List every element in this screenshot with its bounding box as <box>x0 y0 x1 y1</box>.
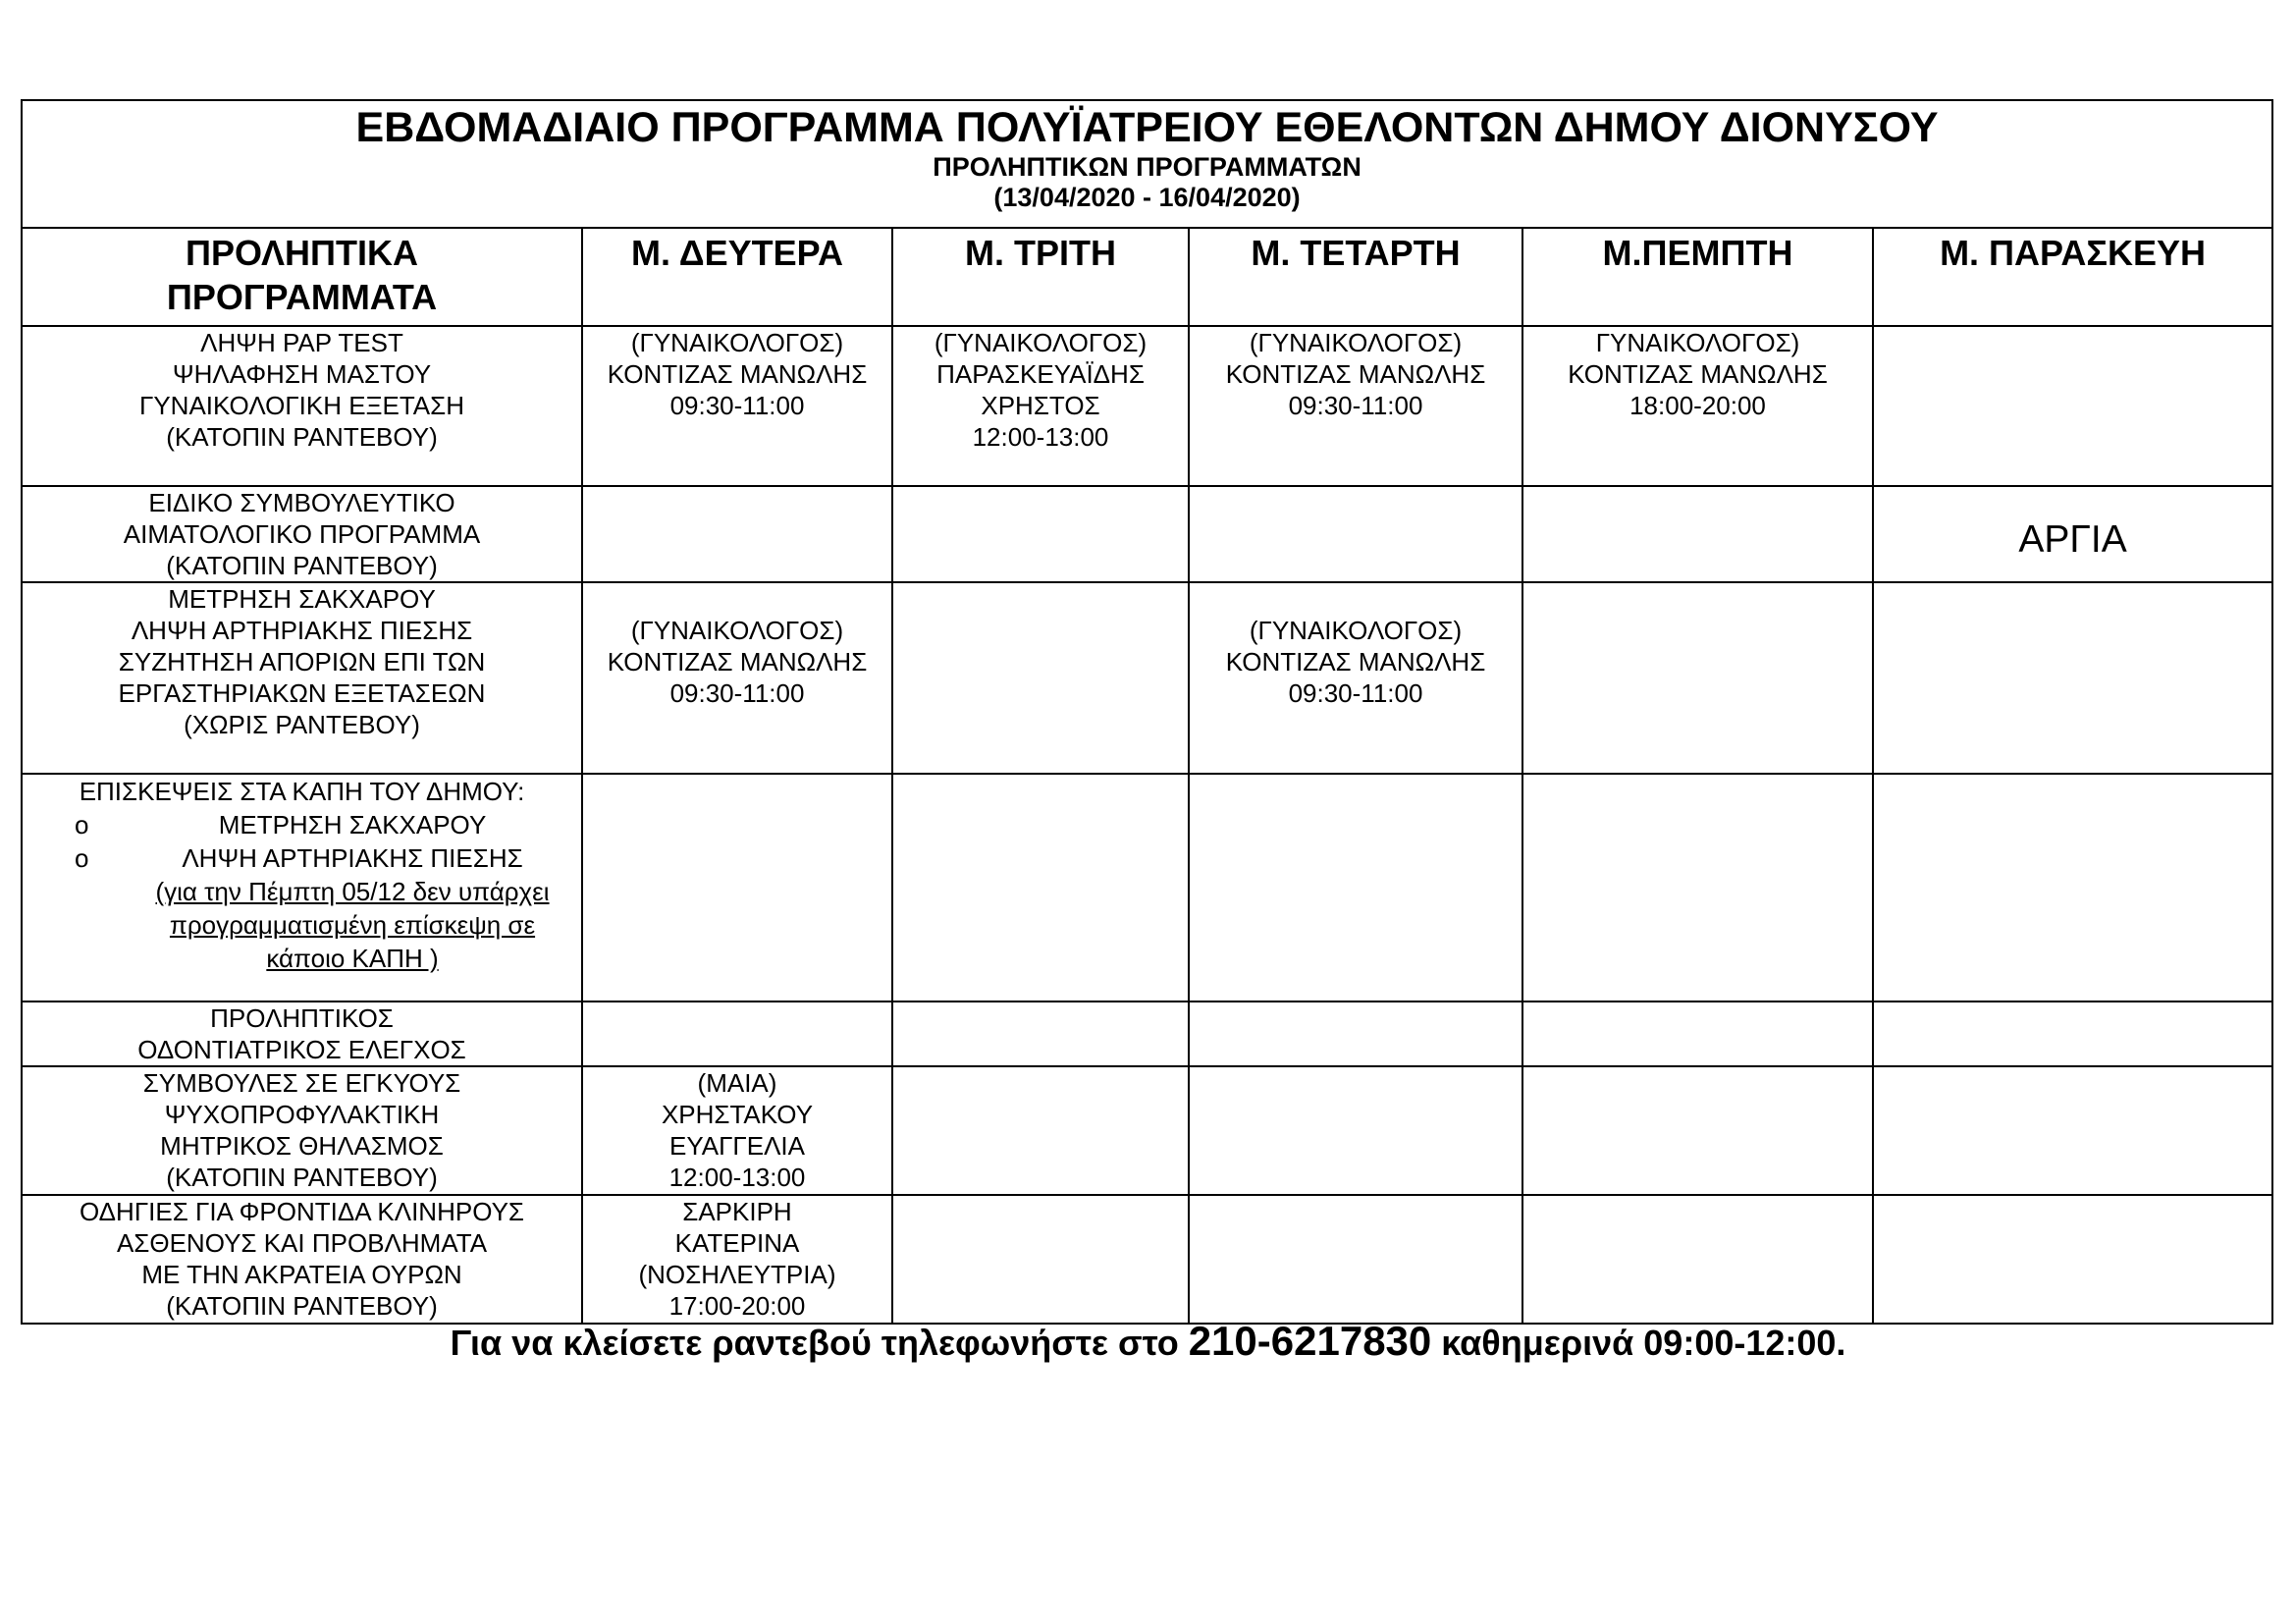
day-cell-wednesday <box>1189 1001 1522 1066</box>
list-item-label: ΛΗΨΗ ΑΡΤΗΡΙΑΚΗΣ ΠΙΕΣΗΣ <box>182 843 523 873</box>
table-row <box>22 1066 2272 1195</box>
schedule-subtitle: ΠΡΟΛΗΠΤΙΚΩΝ ΠΡΟΓΡΑΜΜΑΤΩΝ <box>933 152 1362 182</box>
day-cell-monday <box>582 1001 892 1066</box>
day-cell-wednesday <box>1189 1195 1522 1324</box>
program-cell: ΠΡΟΛΗΠΤΙΚΟΣ ΟΔΟΝΤΙΑΤΡΙΚΟΣ ΕΛΕΓΧΟΣ <box>22 1001 582 1066</box>
day-cell-wednesday: (ΓΥΝΑΙΚΟΛΟΓΟΣ) ΚΟΝΤΙΖΑΣ ΜΑΝΩΛΗΣ 09:30-11:00 <box>1189 326 1522 486</box>
day-cell-tuesday <box>892 486 1189 582</box>
header-friday: Μ. ΠΑΡΑΣΚΕΥΗ <box>1873 228 2272 326</box>
day-cell-friday <box>1873 774 2272 1001</box>
program-cell: ΜΕΤΡΗΣΗ ΣΑΚΧΑΡΟΥ ΛΗΨΗ ΑΡΤΗΡΙΑΚΗΣ ΠΙΕΣΗΣ ΣΥΖΗΤΗΣΗ ΑΠΟΡΙΩΝ ΕΠΙ ΤΩΝ ΕΡΓΑΣΤΗΡΙΑΚΩΝ ΕΞΕΤΑΣΕΩΝ (ΧΩΡΙΣ ΡΑΝΤΕΒΟΥ) <box>22 582 582 774</box>
program-cell: ΛΗΨΗ PAP TEST ΨΗΛΑΦΗΣΗ ΜΑΣΤΟΥ ΓΥΝΑΙΚΟΛΟΓΙΚΗ ΕΞΕΤΑΣΗ (ΚΑΤΟΠΙΝ ΡΑΝΤΕΒΟΥ) <box>22 326 582 486</box>
program-cell-kapi-visits <box>22 774 582 1001</box>
day-cell-tuesday <box>892 1195 1189 1324</box>
day-cell-tuesday <box>892 1001 1189 1066</box>
schedule-date-range: (13/04/2020 - 16/04/2020) <box>993 183 1301 212</box>
day-cell-monday: ΣΑΡΚΙΡΗ ΚΑΤΕΡΙΝΑ (ΝΟΣΗΛΕΥΤΡΙΑ) 17:00-20:00 <box>582 1195 892 1324</box>
program-cell: ΟΔΗΓΙΕΣ ΓΙΑ ΦΡΟΝΤΙΔΑ ΚΛΙΝΗΡΟΥΣ ΑΣΘΕΝΟΥΣ ΚΑΙ ΠΡΟΒΛΗΜΑΤΑ ΜΕ ΤΗΝ ΑΚΡΑΤΕΙΑ ΟΥΡΩΝ (ΚΑΤΟΠΙΝ ΡΑΝΤΕΒΟΥ) <box>22 1195 582 1324</box>
day-cell-thursday <box>1522 582 1873 774</box>
circle-bullet-icon: o <box>75 810 89 839</box>
header-thursday: Μ.ΠΕΜΠΤΗ <box>1522 228 1873 326</box>
day-cell-thursday: ΓΥΝΑΙΚΟΛΟΓΟΣ) ΚΟΝΤΙΖΑΣ ΜΑΝΩΛΗΣ 18:00-20:00 <box>1522 326 1873 486</box>
table-row <box>22 326 2272 486</box>
day-cell-monday <box>582 486 892 582</box>
day-cell-monday <box>582 774 892 1001</box>
phone-number: 210-6217830 <box>1188 1318 1432 1364</box>
day-cell-thursday <box>1522 486 1873 582</box>
schedule-title-block <box>22 100 2272 228</box>
day-cell-thursday <box>1522 774 1873 1001</box>
appointment-footer <box>0 1318 2296 1367</box>
day-cell-thursday <box>1522 1195 1873 1324</box>
list-item-label: ΜΕΤΡΗΣΗ ΣΑΚΧΑΡΟΥ <box>218 810 487 839</box>
day-cell-wednesday: (ΓΥΝΑΙΚΟΛΟΓΟΣ) ΚΟΝΤΙΖΑΣ ΜΑΝΩΛΗΣ 09:30-11:00 <box>1189 582 1522 774</box>
day-cell-tuesday <box>892 582 1189 774</box>
kapi-visits-intro: ΕΠΙΣΚΕΨΕΙΣ ΣΤΑ ΚΑΠΗ ΤΟΥ ΔΗΜΟΥ: <box>79 777 525 806</box>
table-row <box>22 1001 2272 1066</box>
day-cell-friday <box>1873 582 2272 774</box>
footer-text-before: Για να κλείσετε ραντεβού τηλεφωνήστε στο <box>450 1323 1189 1363</box>
day-cell-thursday <box>1522 1066 1873 1195</box>
header-programs: ΠΡΟΛΗΠΤΙΚΑ ΠΡΟΓΡΑΜΜΑΤΑ <box>22 228 582 326</box>
day-cell-thursday <box>1522 1001 1873 1066</box>
day-cell-friday <box>1873 486 2272 582</box>
day-cell-tuesday <box>892 774 1189 1001</box>
kapi-visits-note: (για την Πέμπτη 05/12 δεν υπάρχει προγραμματισμένη επίσκεψη σε κάποιο ΚΑΠΗ ) <box>155 877 550 973</box>
day-cell-friday <box>1873 1195 2272 1324</box>
list-item <box>23 808 581 841</box>
kapi-visits-list <box>23 808 581 875</box>
day-cell-monday: (ΓΥΝΑΙΚΟΛΟΓΟΣ) ΚΟΝΤΙΖΑΣ ΜΑΝΩΛΗΣ 09:30-11:00 <box>582 582 892 774</box>
day-cell-tuesday <box>892 1066 1189 1195</box>
holiday-label: ΑΡΓΙΑ <box>2018 518 2127 561</box>
schedule-title: ΕΒΔΟΜΑΔΙΑΙΟ ΠΡΟΓΡΑΜΜΑ ΠΟΛΥΪΑΤΡΕΙΟΥ ΕΘΕΛΟΝΤΩΝ ΔΗΜΟΥ ΔΙΟΝΥΣΟΥ <box>355 104 1939 151</box>
header-monday: Μ. ΔΕΥΤΕΡΑ <box>582 228 892 326</box>
table-row <box>22 1195 2272 1324</box>
header-tuesday: Μ. ΤΡΙΤΗ <box>892 228 1189 326</box>
table-row <box>22 774 2272 1001</box>
day-cell-friday <box>1873 326 2272 486</box>
day-cell-wednesday <box>1189 1066 1522 1195</box>
program-cell: ΕΙΔΙΚΟ ΣΥΜΒΟΥΛΕΥΤΙΚΟ ΑΙΜΑΤΟΛΟΓΙΚΟ ΠΡΟΓΡΑΜΜΑ (ΚΑΤΟΠΙΝ ΡΑΝΤΕΒΟΥ) <box>22 486 582 582</box>
day-cell-monday: (ΓΥΝΑΙΚΟΛΟΓΟΣ) ΚΟΝΤΙΖΑΣ ΜΑΝΩΛΗΣ 09:30-11:00 <box>582 326 892 486</box>
day-cell-friday <box>1873 1066 2272 1195</box>
day-cell-monday: (ΜΑΙΑ) ΧΡΗΣΤΑΚΟΥ ΕΥΑΓΓΕΛΙΑ 12:00-13:00 <box>582 1066 892 1195</box>
program-cell: ΣΥΜΒΟΥΛΕΣ ΣΕ ΕΓΚΥΟΥΣ ΨΥΧΟΠΡΟΦΥΛΑΚΤΙΚΗ ΜΗΤΡΙΚΟΣ ΘΗΛΑΣΜΟΣ (ΚΑΤΟΠΙΝ ΡΑΝΤΕΒΟΥ) <box>22 1066 582 1195</box>
footer-text-after: καθημερινά 09:00-12:00. <box>1431 1323 1846 1363</box>
day-cell-friday <box>1873 1001 2272 1066</box>
list-item <box>23 841 581 875</box>
table-header-row <box>22 228 2272 326</box>
weekly-schedule-table <box>21 99 2273 1325</box>
day-cell-tuesday: (ΓΥΝΑΙΚΟΛΟΓΟΣ) ΠΑΡΑΣΚΕΥΑΪΔΗΣ ΧΡΗΣΤΟΣ 12:00-13:00 <box>892 326 1189 486</box>
header-wednesday: Μ. ΤΕΤΑΡΤΗ <box>1189 228 1522 326</box>
table-row <box>22 486 2272 582</box>
day-cell-wednesday <box>1189 774 1522 1001</box>
table-row <box>22 582 2272 774</box>
day-cell-wednesday <box>1189 486 1522 582</box>
circle-bullet-icon: o <box>75 843 89 873</box>
